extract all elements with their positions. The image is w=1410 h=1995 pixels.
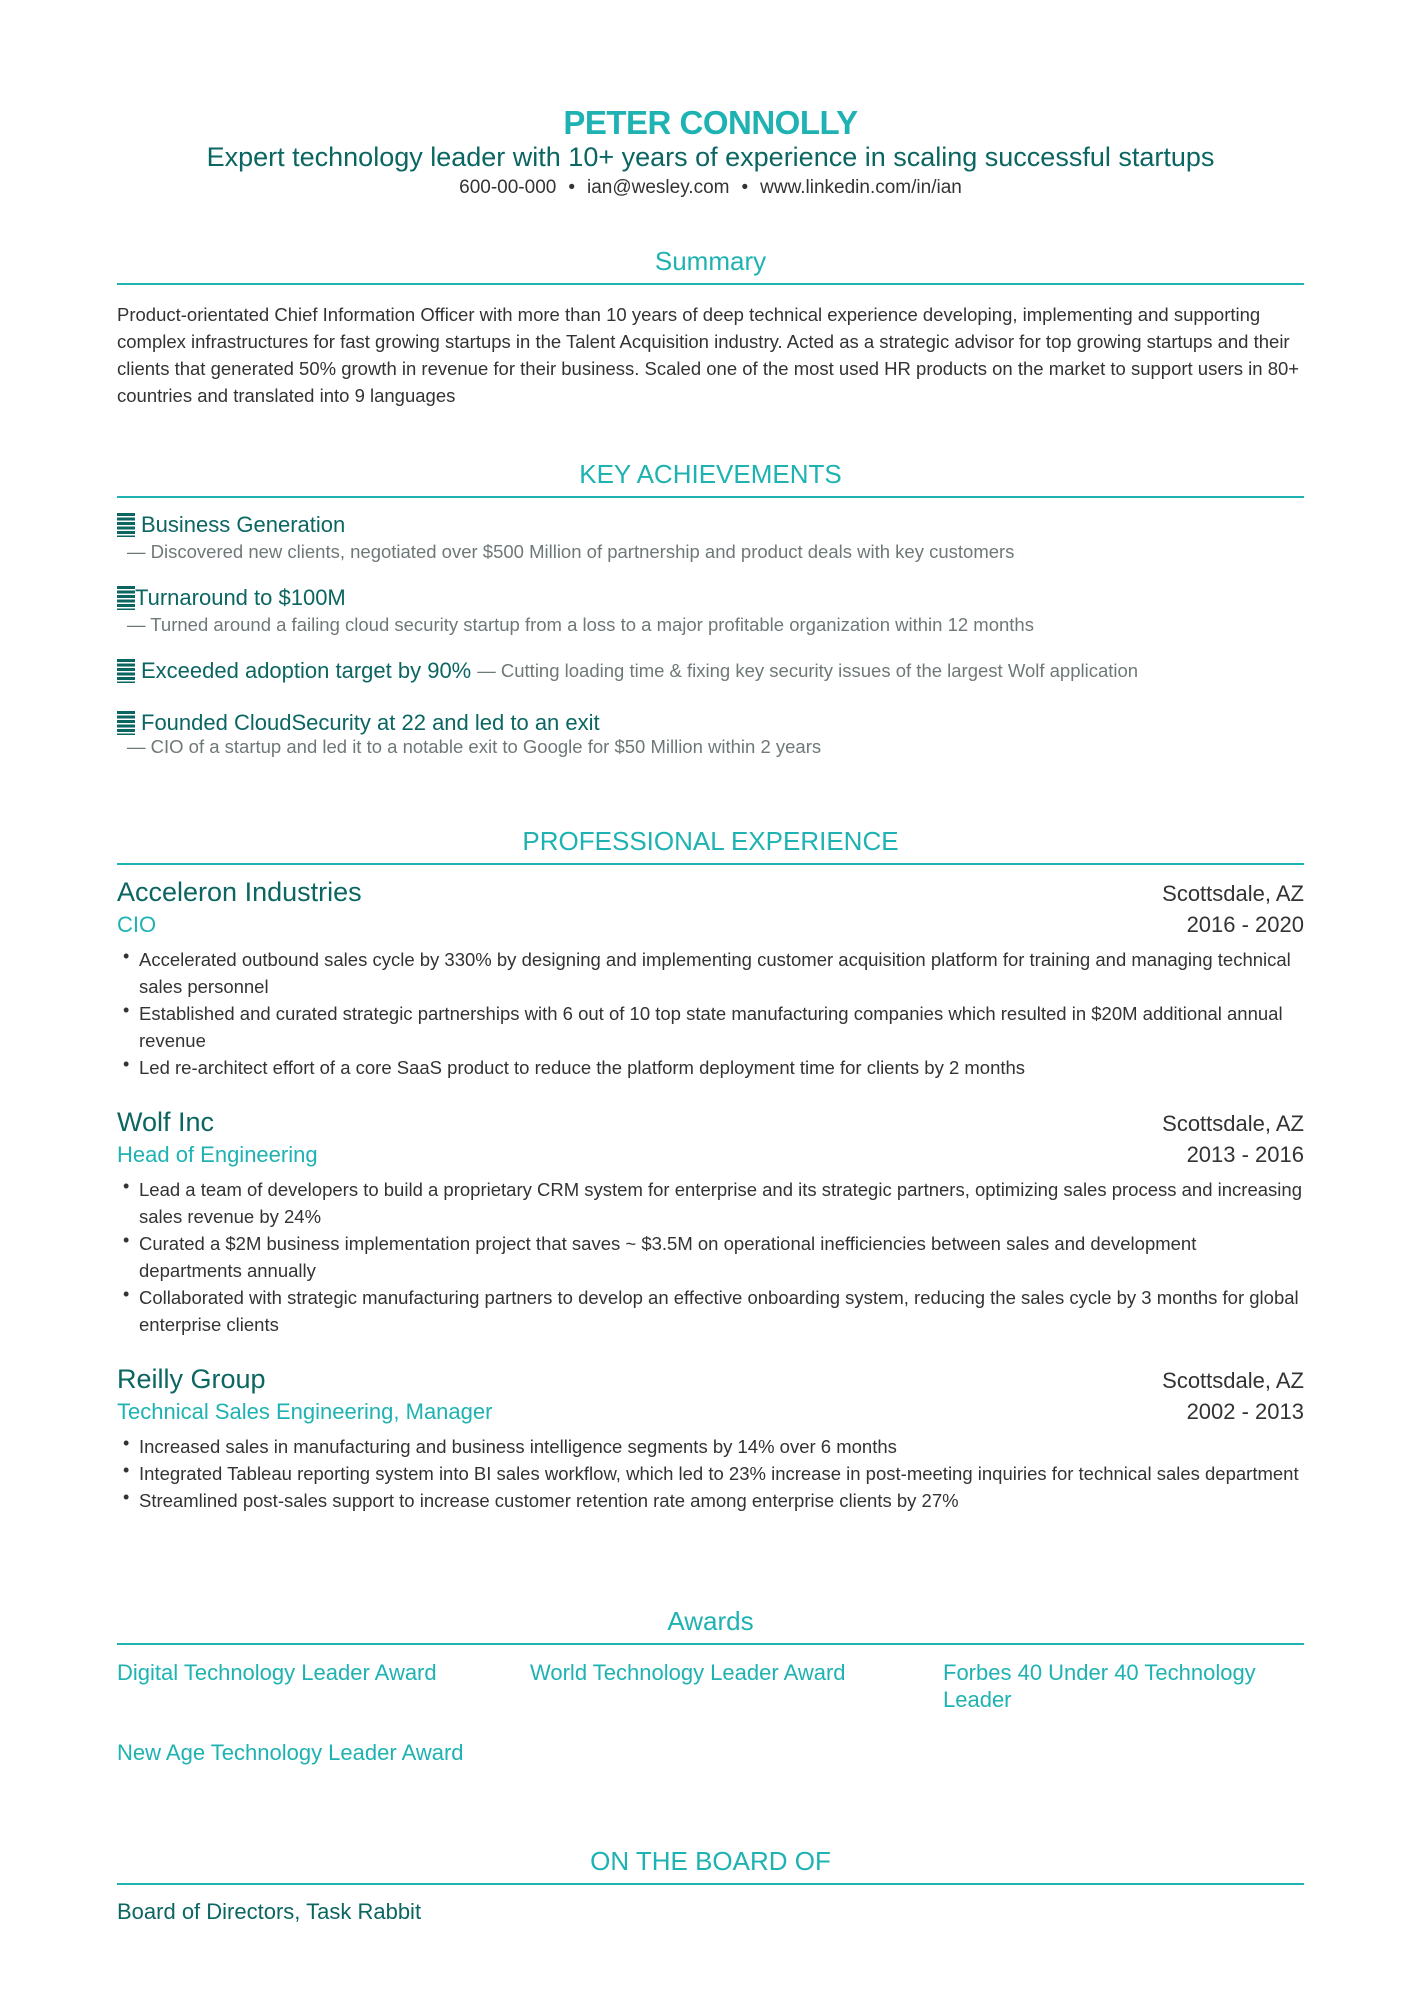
job-bullet: • Led re-architect effort of a core SaaS product to reduce the platform deployment time for clients by 2 months: [117, 1054, 1304, 1081]
separator: •: [568, 177, 575, 198]
job-role: CIO: [117, 912, 157, 937]
job-bullet: • Established and curated strategic partnerships with 6 out of 10 top state manufacturing companies which resulted in $20M additional annual revenue: [117, 1000, 1304, 1054]
award-item: Digital Technology Leader Award: [117, 1660, 437, 1685]
company-name: Wolf Inc: [117, 1107, 215, 1137]
separator: •: [741, 177, 749, 198]
job-role: Technical Sales Engineering, Manager: [117, 1399, 493, 1424]
award-item: New Age Technology Leader Award: [117, 1740, 464, 1765]
candidate-name: PETER CONNOLLY: [563, 104, 858, 141]
job-bullet: • Integrated Tableau reporting system into BI sales workflow, which led to 23% increase in post-meeting inquiries for technical sales department: [117, 1460, 1304, 1487]
job-bullet: • Streamlined post-sales support to increase customer retention rate among enterprise clients by 27%: [117, 1487, 1304, 1514]
board-item: Board of Directors, Task Rabbit: [117, 1899, 422, 1924]
award-item: World Technology Leader Award: [530, 1660, 846, 1685]
phone: 600-00-000: [459, 177, 557, 198]
company-name: Reilly Group: [117, 1364, 266, 1394]
achievement-title: Exceeded adoption target by 90%: [141, 658, 472, 683]
job-entry: [117, 877, 1304, 1081]
headline: Expert technology leader with 10+ years of experience in scaling successful startups: [206, 142, 1215, 172]
section-title: Awards: [117, 1606, 1304, 1645]
award-item: Forbes 40 Under 40 Technology Leader: [943, 1660, 1256, 1712]
email-link[interactable]: ian@wesley.com: [587, 177, 730, 198]
job-location: Scottsdale, AZ: [1162, 881, 1304, 906]
achievement-title: Founded CloudSecurity at 22 and led to an exit: [141, 710, 600, 735]
summary-section: [117, 246, 1304, 409]
board-section: [117, 1846, 1304, 1925]
summary-text: Product-orientated Chief Information Officer with more than 10 years of deep technical experience developing, implementing and supporting complex infrastructures for fast growing startups in the Talent Acquisition industry. Acted as a strategic advisor for top growing startups and their clients that generated 50% growth in revenue for their business. Scaled one of the most used HR products on the market to support users in 80+ countries and translated into 9 languages: [117, 304, 1300, 406]
achievement-title: Business Generation: [141, 512, 346, 537]
achievement-desc: — Turned around a failing cloud security startup from a loss to a major profitable organization within 12 months: [127, 614, 1034, 635]
achievement: [117, 585, 1304, 636]
experience-section: [117, 826, 1304, 1514]
job-dates: 2013 - 2016: [1186, 1142, 1304, 1167]
section-title: KEY ACHIEVEMENTS: [117, 459, 1304, 498]
job-dates: 2002 - 2013: [1186, 1399, 1304, 1424]
achievement: [117, 658, 1304, 684]
section-title: Summary: [117, 246, 1304, 285]
linkedin-link[interactable]: www.linkedin.com/in/ian: [760, 177, 962, 198]
job-role: Head of Engineering: [117, 1142, 318, 1167]
achievement-desc: — Discovered new clients, negotiated over $500 Million of partnership and product deals with key customers: [127, 541, 1015, 562]
job-entry: [117, 1107, 1304, 1338]
section-title: PROFESSIONAL EXPERIENCE: [117, 826, 1304, 865]
job-entry: [117, 1364, 1304, 1514]
list-bars-icon: [117, 659, 135, 683]
achievement: [117, 710, 1304, 758]
awards-section: [117, 1606, 1304, 1766]
achievements-section: [117, 459, 1304, 758]
job-bullet: • Curated a $2M business implementation project that saves ~ $3.5M on operational inefficiencies between sales and development departments annually: [117, 1230, 1304, 1284]
job-bullet: • Collaborated with strategic manufacturing partners to develop an effective onboarding system, reducing the sales cycle by 3 months for global enterprise clients: [117, 1284, 1304, 1338]
achievement: [117, 512, 1304, 563]
achievement-title: Turnaround to $100M: [135, 585, 346, 610]
job-bullet: • Increased sales in manufacturing and business intelligence segments by 14% over 6 months: [117, 1433, 1304, 1460]
section-title: ON THE BOARD OF: [117, 1846, 1304, 1885]
company-name: Acceleron Industries: [117, 877, 362, 907]
list-bars-icon: [117, 711, 135, 735]
contact-line: [117, 177, 1304, 199]
job-bullet: • Accelerated outbound sales cycle by 330% by designing and implementing customer acquisition platform for training and managing technical sales personnel: [117, 946, 1304, 1000]
job-bullet: • Lead a team of developers to build a proprietary CRM system for enterprise and its strategic partners, optimizing sales process and increasing sales revenue by 24%: [117, 1176, 1304, 1230]
achievement-desc: — CIO of a startup and led it to a notable exit to Google for $50 Million within 2 years: [127, 736, 822, 757]
job-dates: 2016 - 2020: [1186, 912, 1304, 937]
job-location: Scottsdale, AZ: [1162, 1368, 1304, 1393]
job-location: Scottsdale, AZ: [1162, 1111, 1304, 1136]
achievement-desc: — Cutting loading time & fixing key security issues of the largest Wolf application: [477, 660, 1139, 681]
list-bars-icon: [117, 586, 135, 610]
list-bars-icon: [117, 513, 135, 537]
